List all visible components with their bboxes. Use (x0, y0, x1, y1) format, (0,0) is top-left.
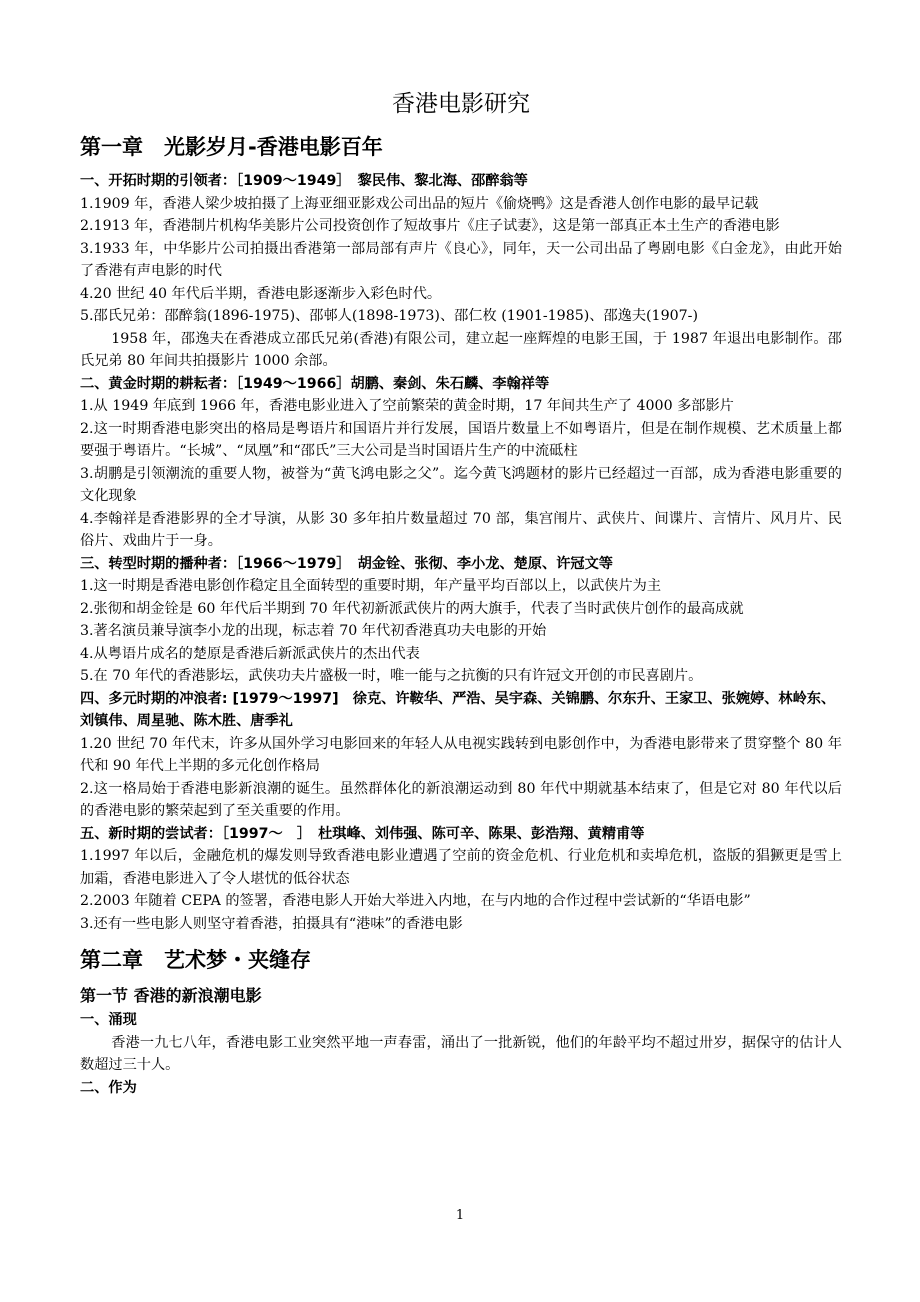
section-2-item-1: 1.从 1949 年底到 1966 年，香港电影业进入了空前繁荣的黄金时期，17 年间共生产了 4000 多部影片 (80, 398, 734, 414)
section-3-item-3: 3.著名演员兼导演李小龙的出现，标志着 70 年代初香港真功夫电影的开始 (80, 623, 547, 639)
section-3-item-2: 2.张彻和胡金铨是 60 年代后半期到 70 年代初新派武侠片的两大旗手，代表了当时武侠片创作的最高成就 (80, 600, 744, 617)
chapter-2-title: 第二章 艺术梦・夹缝存 (80, 948, 311, 972)
section-1-item-4: 4.20 世纪 40 年代后半期，香港电影逐渐步入彩色时代。 (80, 285, 442, 302)
section-3-item-5: 5.在 70 年代的香港影坛，武侠功夫片盛极一时，唯一能与之抗衡的只有许冠文开创的市民喜剧片。 (80, 668, 703, 684)
section-3-item-4: 4.从粤语片成名的楚原是香港后新派武侠片的杰出代表 (80, 645, 420, 662)
section-2-item-4: 4.李翰祥是香港影界的全才导演，从影 30 多年拍片数量超过 70 部，集宫闱片、武侠片、间谍片、言情片、风月片、民俗片、戏曲片于一身。 (80, 510, 842, 549)
section-3-heading: 三、转型时期的播种者：［1966～1979］ 胡金铨、张彻、李小龙、楚原、许冠文等 (80, 555, 613, 572)
section-4-heading: 四、多元时期的冲浪者: [1979～1997] 徐克、许鞍华、严浩、吴宇森、关锦鹏、尔东升、王家卫、张婉婷、林岭东、刘镇伟、周星驰、陈木胜、唐季礼 (80, 690, 836, 729)
section-2-item-3: 3.胡鹏是引领潮流的重要人物，被誉为“黄飞鸿电影之父”。迄今黄飞鸿题材的影片已经超过一百部，成为香港电影重要的文化现象 (80, 465, 842, 504)
section-4-item-1: 1.20 世纪 70 年代末，许多从国外学习电影回来的年轻人从电视实践转到电影创作中，为香港电影带来了贯穿整个 80 年代和 90 年代上半期的多元化创作格局 (80, 735, 842, 774)
section-5-heading: 五、新时期的尝试者：［1997～ ］ 杜琪峰、刘伟强、陈可辛、陈果、彭浩翔、黄精甫等 (80, 825, 645, 842)
chapter-2-sub1-heading: 一、涌现 (80, 1012, 137, 1028)
document-title: 香港电影研究 (392, 91, 530, 117)
chapter-1-title: 第一章 光影岁月-香港电影百年 (80, 135, 383, 159)
document-page (80, 82, 842, 1099)
page-number: 1 (455, 1208, 465, 1223)
section-5-item-2: 2.2003 年随着 CEPA 的签署，香港电影人开始大举进入内地，在与内地的合作过程中尝试新的“华语电影” (80, 893, 751, 909)
section-1-note: 1958 年，邵逸夫在香港成立邵氏兄弟(香港)有限公司，建立起一座辉煌的电影王国，于 1987 年退出电影制作。邵氏兄弟 80 年间共拍摄影片 1000 余部。 (80, 330, 842, 369)
chapter-2-node-title: 第一节 香港的新浪潮电影 (80, 986, 262, 1005)
section-1-item-3: 3.1933 年，中华影片公司拍摄出香港第一部局部有声片《良心》，同年，天一公司出品了粤剧电影《白金龙》，由此开始了香港有声电影的时代 (80, 240, 842, 279)
section-3-item-1: 1.这一时期是香港电影创作稳定且全面转型的重要时期，年产量平均百部以上，以武侠片为主 (80, 578, 662, 594)
section-1-heading: 一、开拓时期的引领者：［1909～1949］ 黎民伟、黎北海、邵醉翁等 (80, 173, 528, 189)
section-4-item-2: 2.这一格局始于香港电影新浪潮的诞生。虽然群体化的新浪潮运动到 80 年代中期就基本结束了，但是它对 80 年代以后的香港电影的繁荣起到了至关重要的作用。 (80, 780, 842, 819)
section-1-item-2: 2.1913 年，香港制片机构华美影片公司投资创作了短故事片《庄子试妻》，这是第一部真正本土生产的香港电影 (80, 218, 780, 234)
section-2-heading: 二、黄金时期的耕耘者：［1949～1966］胡鹏、秦剑、朱石麟、李翰祥等 (80, 375, 550, 392)
section-5-item-1: 1.1997 年以后，金融危机的爆发则导致香港电影业遭遇了空前的资金危机、行业危机和卖埠危机，盗版的猖獗更是雪上加霜，香港电影进入了令人堪忧的低谷状态 (80, 848, 842, 887)
chapter-2-sub2-heading: 二、作为 (80, 1079, 137, 1096)
section-1-item-5: 5.邵氏兄弟：邵醉翁(1896-1975)、邵邨人(1898-1973)、邵仁枚 (1901-1985)、邵逸夫(1907-) (80, 308, 698, 324)
section-5-item-3: 3.还有一些电影人则坚守着香港，拍摄具有“港味”的香港电影 (80, 915, 463, 932)
section-1-item-1: 1.1909 年，香港人梁少坡拍摄了上海亚细亚影戏公司出品的短片《偷烧鸭》这是香港人创作电影的最早记载 (80, 195, 759, 212)
section-2-item-2: 2.这一时期香港电影突出的格局是粤语片和国语片并行发展，国语片数量上不如粤语片，但是在制作规模、艺术质量上都要强于粤语片。“长城”、“凤凰”和“邵氏”三大公司是当时国语片生产的中流砥柱 (80, 420, 842, 459)
chapter-2-paragraph-1: 香港一九七八年，香港电影工业突然平地一声春雷，涌出了一批新锐，他们的年龄平均不超过卅岁，据保守的估计人数超过三十人。 (80, 1034, 842, 1073)
